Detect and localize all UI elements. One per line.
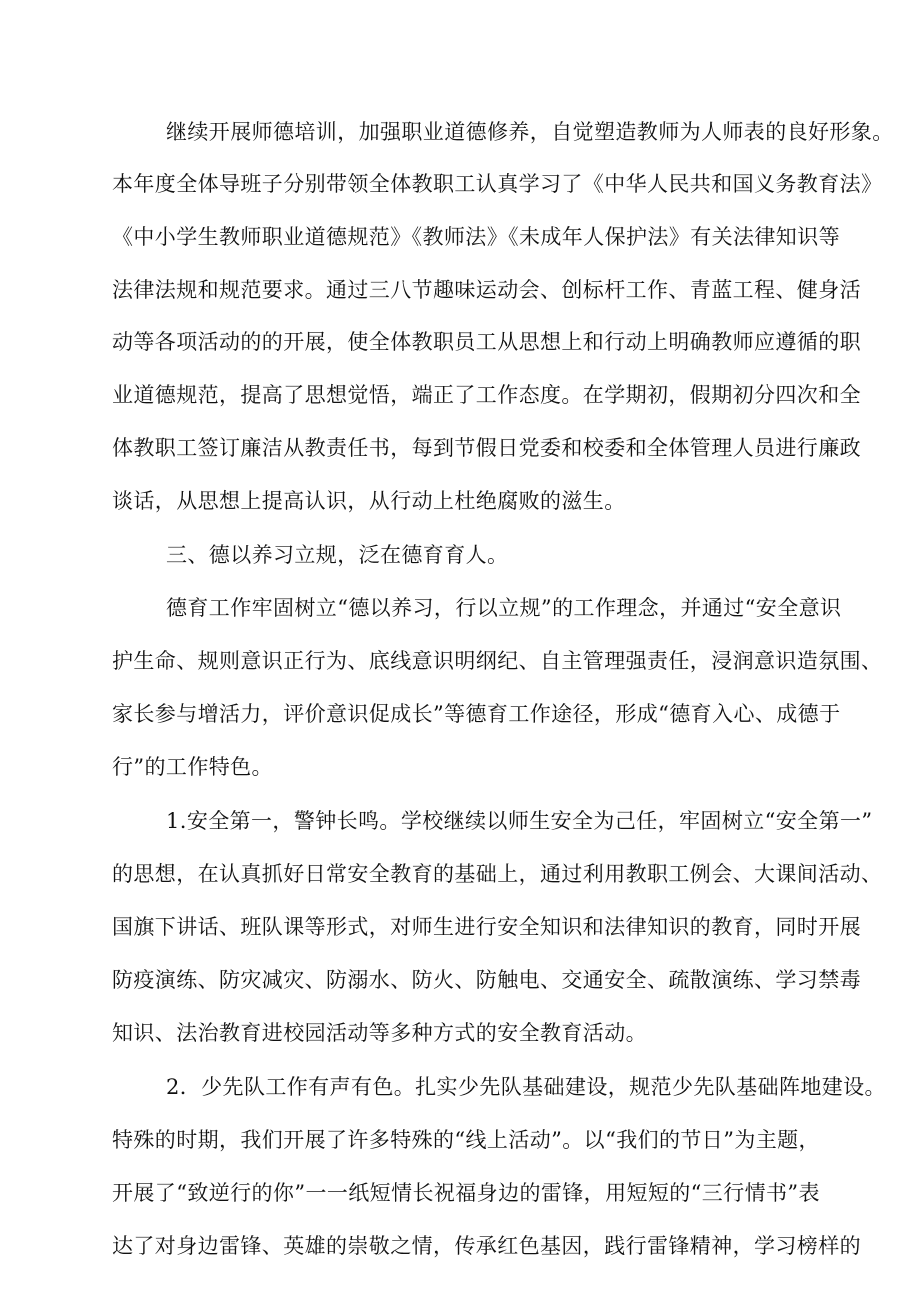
paragraph-line: 知识、法治教育进校园活动等多种方式的安全教育活动。 (112, 1021, 647, 1045)
paragraph-line: 法律法规和规范要求。通过三八节趣味运动会、创标杆工作、青蓝工程、健身活 (112, 278, 861, 302)
paragraph-line: 本年度全体导班子分别带领全体教职工认真学习了《中华人民共和国义务教育法》 (112, 172, 883, 196)
paragraph-line: 《中小学生教师职业道德规范》《教师法》《未成年人保护法》有关法律知识等 (112, 225, 840, 249)
paragraph-line: 2．少先队工作有声有色。扎实少先队基础建设，规范少先队基础阵地建设。 (166, 1075, 886, 1099)
paragraph-line: 1.安全第一，警钟长鸣。学校继续以师生安全为己任，牢固树立“安全第一” (166, 809, 873, 833)
paragraph-line: 行”的工作特色。 (112, 755, 273, 779)
paragraph-line: 家长参与增活力，评价意识促成长”等德育工作途径，形成“德育入心、成德于 (112, 702, 841, 726)
paragraph-line: 防疫演练、防灾减灾、防溺水、防火、防触电、交通安全、疏散演练、学习禁毒 (112, 968, 861, 992)
paragraph-line: 体教职工签订廉洁从教责任书，每到节假日党委和校委和全体管理人员进行廉政 (112, 436, 861, 460)
paragraph-line: 的思想，在认真抓好日常安全教育的基础上，通过利用教职工例会、大课间活动、 (112, 862, 883, 886)
paragraph-line: 动等各项活动的的开展，使全体教职员工从思想上和行动上明确教师应遵循的职 (112, 330, 861, 354)
paragraph-line: 继续开展师德培训，加强职业道德修养，自觉塑造教师为人师表的良好形象。 (166, 120, 894, 144)
paragraph-line: 德育工作牢固树立“德以养习，行以立规”的工作理念，并通过“安全意识 (166, 596, 842, 620)
paragraph-line: 护生命、规则意识正行为、底线意识明纲纪、自主管理强责任，浸润意识造氛围、 (112, 649, 883, 673)
section-heading: 三、德以养习立规，泛在德育育人。 (166, 543, 509, 567)
paragraph-line: 业道德规范，提高了思想觉悟，端正了工作态度。在学期初，假期初分四次和全 (112, 383, 861, 407)
paragraph-line: 特殊的时期，我们开展了许多特殊的“线上活动”。以“我们的节日”为主题， (112, 1128, 820, 1152)
paragraph-line: 开展了“致逆行的你”一一纸短情长祝福身边的雷锋，用短短的“三行情书”表 (112, 1181, 820, 1205)
paragraph-line: 国旗下讲话、班队课等形式，对师生进行安全知识和法律知识的教育，同时开展 (112, 915, 861, 939)
paragraph-line: 达了对身边雷锋、英雄的崇敬之情，传承红色基因，践行雷锋精神，学习榜样的 (112, 1234, 861, 1258)
paragraph-line: 谈话，从思想上提高认识，从行动上杜绝腐败的滋生。 (112, 489, 626, 513)
